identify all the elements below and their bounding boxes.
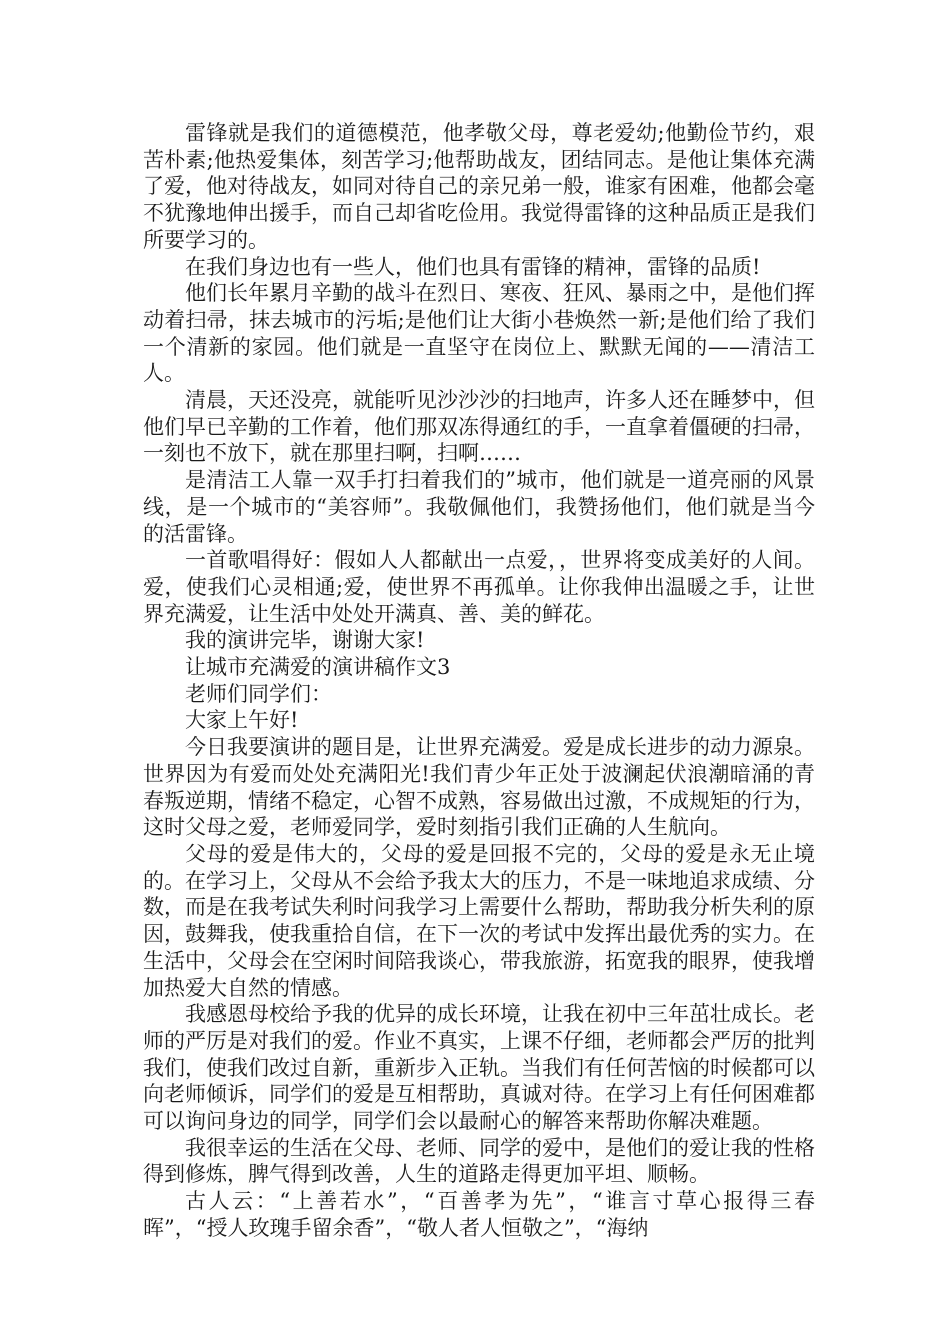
paragraph: 古人云：“上善若水”，“百善孝为先”，“谁言寸草心报得三春晖”，“授人玫瑰手留余香”，“敬人者人恒敬之”，“海纳 <box>143 1189 815 1240</box>
paragraph: 在我们身边也有一些人，他们也具有雷锋的精神，雷锋的品质! <box>185 254 761 279</box>
greeting: 大家上午好! <box>185 708 299 733</box>
section-title: 让城市充满爱的演讲稿作文3 <box>185 655 451 680</box>
paragraph: 父母的爱是伟大的，父母的爱是回报不完的，父母的爱是永无止境的。在学习上，父母从不会给予我太大的压力，不是一味地追求成绩、分数，而是在我考试失利时问我学习上需要什么帮助，帮助我分析失利的原因，鼓舞我，使我重拾自信，在下一次的考试中发挥出最优秀的实力。在生活中，父母会在空闲时间陪我谈心，带我旅游，拓宽我的眼界，使我增加热爱大自然的情感。 <box>143 841 815 1000</box>
paragraph: 一首歌唱得好：假如人人都献出一点爱，，世界将变成美好的人间。爱，使我们心灵相通;爱，使世界不再孤单。让你我伸出温暖之手，让世界充满爱，让生活中处处开满真、善、美的鲜花。 <box>143 548 815 626</box>
paragraph: 我很幸运的生活在父母、老师、同学的爱中，是他们的爱让我的性格得到修炼，脾气得到改善，人生的道路走得更加平坦、顺畅。 <box>143 1135 815 1187</box>
salutation: 老师们同学们： <box>185 681 332 706</box>
paragraph: 我的演讲完毕，谢谢大家! <box>185 628 425 653</box>
document-body <box>143 120 815 1242</box>
paragraph: 我感恩母校给予我的优异的成长环境，让我在初中三年茁壮成长。老师的严厉是对我们的爱。作业不真实，上课不仔细，老师都会严厉的批判我们，使我们改过自新，重新步入正轨。当我们有任何苦恼的时候都可以向老师倾诉，同学们的爱是互相帮助，真诚对待。在学习上有任何困难都可以询问身边的同学，同学们会以最耐心的解答来帮助你解决难题。 <box>143 1002 815 1134</box>
paragraph: 清晨，天还没亮，就能听见沙沙沙的扫地声，许多人还在睡梦中，但他们早已辛勤的工作着，他们那双冻得通红的手，一直拿着僵硬的扫帚，一刻也不放下，就在那里扫啊，扫啊…… <box>143 388 815 466</box>
paragraph: 他们长年累月辛勤的战斗在烈日、寒夜、狂风、暴雨之中，是他们挥动着扫帚，抹去城市的污垢;是他们让大街小巷焕然一新;是他们给了我们一个清新的家园。他们就是一直坚守在岗位上、默默无闻的——清洁工人。 <box>143 281 815 386</box>
paragraph: 雷锋就是我们的道德模范，他孝敬父母，尊老爱幼;他勤俭节约，艰苦朴素;他热爱集体，刻苦学习;他帮助战友，团结同志。是他让集体充满了爱，他对待战友，如同对待自己的亲兄弟一般，谁家有困难，他都会毫不犹豫地伸出援手，而自己却省吃俭用。我觉得雷锋的这种品质正是我们所要学习的。 <box>143 121 815 252</box>
paragraph: 今日我要演讲的题目是，让世界充满爱。爱是成长进步的动力源泉。世界因为有爱而处处充满阳光!我们青少年正处于波澜起伏浪潮暗涌的青春叛逆期，情绪不稳定，心智不成熟，容易做出过激，不成规矩的行为，这时父母之爱，老师爱同学，爱时刻指引我们正确的人生航向。 <box>143 735 815 840</box>
paragraph: 是清洁工人靠一双手打扫着我们的”城市，他们就是一道亮丽的风景线，是一个城市的“美容师”。我敬佩他们，我赞扬他们，他们就是当今的活雷锋。 <box>143 468 815 546</box>
